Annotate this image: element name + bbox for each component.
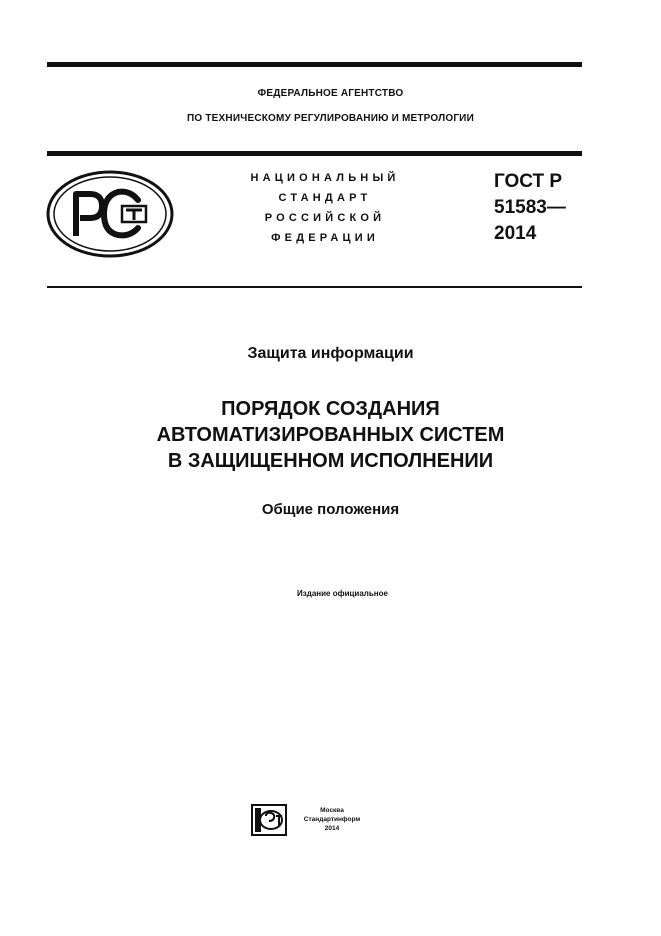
subtitle: Защита информации	[247, 345, 414, 362]
standard-line-1: НАЦИОНАЛЬНЫЙ	[250, 172, 400, 184]
rst-logo-icon	[46, 170, 174, 258]
agency-line-1: ФЕДЕРАЛЬНОЕ АГЕНТСТВО	[257, 88, 404, 99]
edition-note: Издание официальное	[297, 589, 388, 598]
standard-line-2: СТАНДАРТ	[278, 192, 372, 204]
standard-rule	[47, 286, 582, 288]
part-title: Общие положения	[261, 501, 400, 518]
agency-line-2: ПО ТЕХНИЧЕСКОМУ РЕГУЛИРОВАНИЮ И МЕТРОЛОГИИ	[187, 113, 474, 124]
top-rule	[47, 62, 582, 67]
standard-line-4: ФЕДЕРАЦИИ	[271, 232, 379, 244]
header-rule	[47, 151, 582, 156]
standartinform-logo-icon	[251, 804, 287, 836]
gost-code-line-3: 2014	[494, 223, 537, 244]
publisher-imprint	[292, 806, 372, 833]
gost-code-line-2: 51583—	[494, 197, 566, 218]
main-title-line-1: ПОРЯДОК СОЗДАНИЯ	[221, 398, 440, 420]
publisher-name: Стандартинформ	[303, 816, 361, 823]
publisher-city: Москва	[320, 807, 344, 814]
main-title-line-3: В ЗАЩИЩЕННОМ ИСПОЛНЕНИИ	[167, 450, 494, 472]
gost-code	[494, 169, 566, 247]
standard-line-3: РОССИЙСКОЙ	[264, 212, 386, 224]
gost-code-line-1: ГОСТ Р	[494, 171, 563, 192]
publisher-year: 2014	[324, 825, 340, 832]
main-title-line-2: АВТОМАТИЗИРОВАННЫХ СИСТЕМ	[156, 424, 505, 446]
